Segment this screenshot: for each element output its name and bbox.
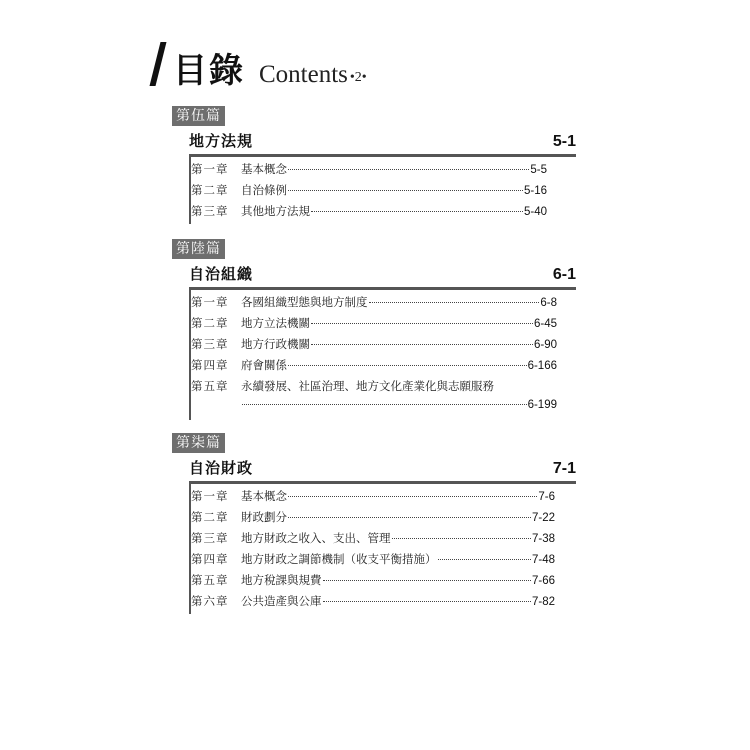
chapter-page: 7-48 bbox=[531, 554, 555, 566]
chapter-entry[interactable] bbox=[191, 336, 557, 357]
dot-leader bbox=[288, 517, 531, 518]
dot-leader bbox=[392, 538, 531, 539]
chapter-title: 地方財政之收入、支出、管理 bbox=[241, 531, 391, 545]
chapter-number: 第二章 bbox=[191, 316, 229, 330]
chapter-title: 永續發展、社區治理、地方文化產業化與志願服務 bbox=[241, 379, 494, 393]
chapter-number: 第六章 bbox=[191, 594, 229, 608]
dot-leader bbox=[323, 580, 531, 581]
part-page: 5-1 bbox=[552, 133, 576, 150]
part-page: 7-1 bbox=[552, 460, 576, 477]
chapter-page: 7-22 bbox=[531, 512, 555, 524]
dot-leader bbox=[323, 601, 531, 602]
part-heading[interactable] bbox=[189, 263, 576, 290]
chapter-entry[interactable] bbox=[191, 294, 557, 315]
chapter-entry[interactable] bbox=[191, 378, 557, 420]
dot-leader bbox=[288, 169, 529, 170]
chapter-page: 6-166 bbox=[527, 360, 557, 372]
chapter-entry[interactable] bbox=[191, 161, 547, 182]
chapter-title: 公共造產與公庫 bbox=[241, 594, 322, 608]
chapter-entry[interactable] bbox=[191, 530, 555, 551]
part-heading[interactable] bbox=[189, 457, 576, 484]
chapter-title: 地方立法機關 bbox=[241, 316, 310, 330]
chapter-entry[interactable] bbox=[191, 593, 555, 614]
dot-leader bbox=[288, 496, 537, 497]
chapter-page: 7-82 bbox=[531, 596, 555, 608]
chapter-entry[interactable] bbox=[191, 551, 555, 572]
chapter-entry[interactable] bbox=[191, 572, 555, 593]
chapter-entry[interactable] bbox=[191, 509, 555, 530]
dot-leader bbox=[242, 404, 527, 405]
page-header bbox=[155, 36, 367, 91]
page-subtitle: Contents bbox=[259, 61, 348, 88]
part-title: 地方法規 bbox=[189, 132, 254, 150]
chapter-title: 地方稅課與規費 bbox=[241, 573, 322, 587]
chapter-page: 6-45 bbox=[533, 318, 557, 330]
chapter-number: 第三章 bbox=[191, 337, 229, 351]
part-tag: 第伍篇 bbox=[172, 106, 225, 126]
chapter-number: 第四章 bbox=[191, 358, 229, 372]
chapter-entry[interactable] bbox=[191, 203, 547, 224]
chapter-list bbox=[189, 157, 547, 224]
dot-leader bbox=[288, 190, 523, 191]
page-number: •2• bbox=[349, 70, 367, 85]
chapter-page: 5-40 bbox=[523, 206, 547, 218]
dot-leader bbox=[311, 344, 533, 345]
chapter-page: 5-16 bbox=[523, 185, 547, 197]
chapter-number: 第二章 bbox=[191, 183, 229, 197]
chapter-number: 第三章 bbox=[191, 204, 229, 218]
chapter-entry[interactable] bbox=[191, 315, 557, 336]
chapter-title: 基本概念 bbox=[241, 489, 287, 503]
chapter-title: 地方行政機關 bbox=[241, 337, 310, 351]
title-slash-mark bbox=[150, 42, 167, 86]
part-section-6 bbox=[172, 238, 576, 420]
chapter-number: 第四章 bbox=[191, 552, 229, 566]
dot-leader bbox=[311, 323, 533, 324]
chapter-number: 第五章 bbox=[191, 573, 229, 587]
chapter-number: 第一章 bbox=[191, 295, 229, 309]
page-title: 目錄 bbox=[173, 51, 245, 91]
chapter-entry[interactable] bbox=[191, 357, 557, 378]
chapter-page: 5-5 bbox=[530, 164, 547, 176]
dot-leader bbox=[369, 302, 540, 303]
part-title: 自治財政 bbox=[189, 459, 254, 477]
chapter-number: 第一章 bbox=[191, 162, 229, 176]
chapter-list bbox=[189, 290, 557, 420]
chapter-entry[interactable] bbox=[191, 182, 547, 203]
chapter-title: 地方財政之調節機制（收支平衡措施） bbox=[241, 552, 437, 566]
chapter-page: 7-66 bbox=[531, 575, 555, 587]
chapter-number: 第二章 bbox=[191, 510, 229, 524]
part-tag: 第陸篇 bbox=[172, 239, 225, 259]
chapter-title: 府會關係 bbox=[241, 358, 287, 372]
dot-leader bbox=[288, 365, 527, 366]
chapter-page: 7-38 bbox=[531, 533, 555, 545]
chapter-title: 其他地方法規 bbox=[241, 204, 310, 218]
part-section-7 bbox=[172, 432, 576, 614]
dot-leader bbox=[438, 559, 531, 560]
chapter-number: 第三章 bbox=[191, 531, 229, 545]
part-page: 6-1 bbox=[552, 266, 576, 283]
chapter-number: 第五章 bbox=[191, 379, 229, 393]
chapter-title: 財政劃分 bbox=[241, 510, 287, 524]
chapter-entry[interactable] bbox=[191, 488, 555, 509]
chapter-page: 6-8 bbox=[540, 297, 557, 309]
part-heading[interactable] bbox=[189, 130, 576, 157]
chapter-number: 第一章 bbox=[191, 489, 229, 503]
part-title: 自治組織 bbox=[189, 265, 254, 283]
chapter-list bbox=[189, 484, 555, 614]
part-tag: 第柒篇 bbox=[172, 433, 225, 453]
chapter-title: 各國組織型態與地方制度 bbox=[241, 295, 368, 309]
chapter-page: 6-90 bbox=[533, 339, 557, 351]
chapter-page: 7-6 bbox=[538, 491, 555, 503]
dot-leader bbox=[311, 211, 523, 212]
chapter-page: 6-199 bbox=[527, 399, 557, 411]
chapter-title: 自治條例 bbox=[241, 183, 287, 197]
chapter-title: 基本概念 bbox=[241, 162, 287, 176]
part-section-5 bbox=[172, 105, 576, 224]
